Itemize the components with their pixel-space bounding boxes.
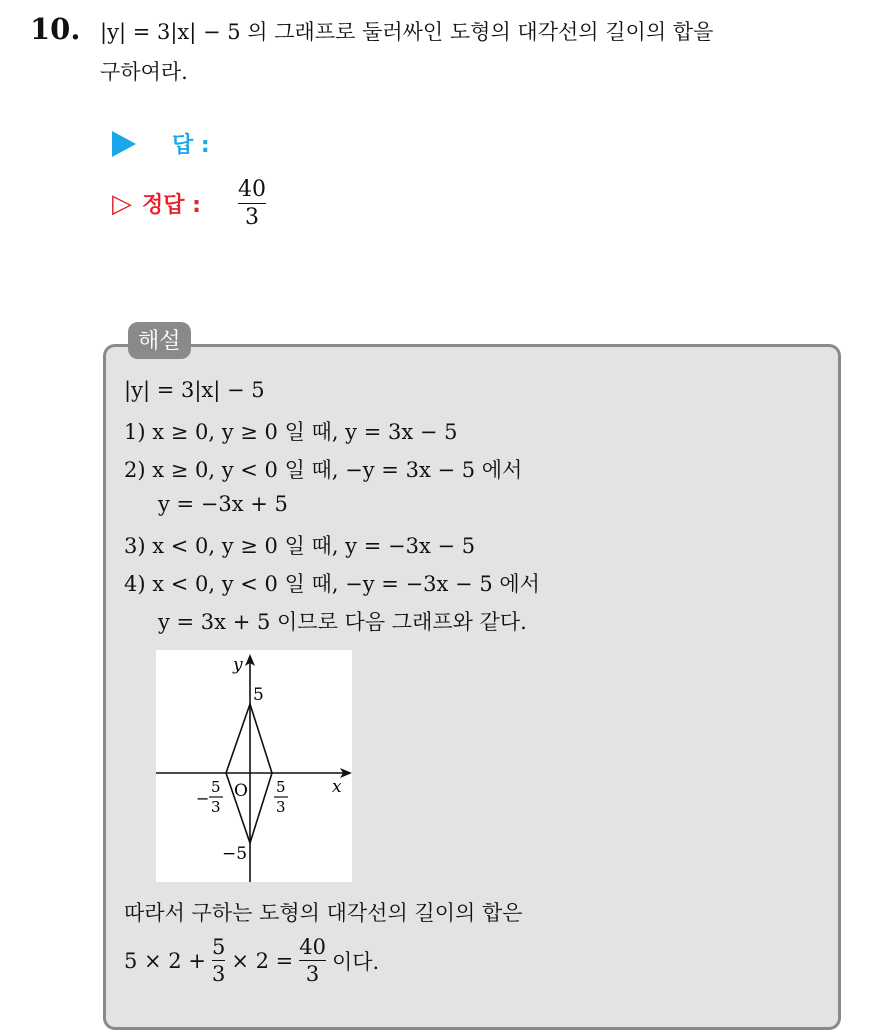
final-fraction2-numerator: 40 (299, 935, 326, 959)
y-intercept-top-label: 5 (253, 685, 264, 705)
final-part1: 5 × 2 + (124, 948, 206, 973)
final-fraction1 (212, 936, 225, 985)
play-triangle-icon (112, 131, 136, 157)
fraction-bar (299, 960, 326, 961)
outline-triangle-icon: ▷ (112, 188, 132, 219)
question-text-line2: 구하여라. (100, 60, 188, 84)
fraction-bar (238, 203, 266, 204)
solution-line-case4-result: y = 3x + 5 이므로 다음 그래프와 같다. (158, 610, 527, 634)
solution-line-case1: 1) x ≥ 0, y ≥ 0 일 때, y = 3x − 5 (124, 420, 458, 444)
final-part3: 이다. (331, 949, 380, 974)
fraction-bar (212, 960, 225, 961)
answer-row (112, 128, 210, 159)
origin-label: O (234, 781, 248, 801)
final-fraction1-numerator: 5 (211, 935, 226, 959)
y-axis-label: y (233, 655, 243, 675)
solution-line-case3: 3) x < 0, y ≥ 0 일 때, y = −3x − 5 (124, 534, 476, 558)
question-text-line1: |y| = 3|x| − 5 의 그래프로 둘러싸인 도형의 대각선의 길이의 합을 (100, 20, 714, 44)
right-intercept-numerator: 5 (276, 778, 286, 796)
right-intercept-denominator: 3 (276, 798, 286, 816)
solution-line-case4: 4) x < 0, y < 0 일 때, −y = −3x − 5 에서 (124, 572, 540, 596)
correct-answer-label: 정답 : (142, 193, 201, 218)
correct-answer-numerator: 40 (238, 177, 266, 202)
final-fraction1-denominator: 3 (211, 962, 226, 987)
correct-answer-denominator: 3 (245, 205, 259, 231)
solution-line-case2-result: y = −3x + 5 (158, 492, 288, 516)
y-intercept-bottom-label: −5 (222, 844, 248, 864)
x-axis-label: x (332, 777, 342, 797)
question-number: 10. (30, 12, 81, 46)
left-intercept-sign: − (196, 789, 210, 808)
left-intercept-numerator: 5 (211, 778, 221, 796)
solution-final-equation (124, 936, 379, 985)
correct-answer-row (112, 188, 201, 219)
final-fraction2 (299, 936, 326, 985)
graph-svg (156, 650, 352, 882)
left-intercept-denominator: 3 (211, 798, 221, 816)
solution-tag: 해설 (128, 322, 191, 359)
correct-answer-value (238, 178, 266, 229)
rhombus-graph (156, 650, 352, 882)
answer-label: 답 : (172, 133, 210, 158)
final-fraction2-denominator: 3 (305, 962, 320, 987)
final-part2: × 2 = (231, 948, 294, 973)
solution-line-case2: 2) x ≥ 0, y < 0 일 때, −y = 3x − 5 에서 (124, 458, 523, 482)
solution-line-equation: |y| = 3|x| − 5 (124, 378, 265, 402)
solution-conclusion: 따라서 구하는 도형의 대각선의 길이의 합은 (124, 901, 523, 925)
